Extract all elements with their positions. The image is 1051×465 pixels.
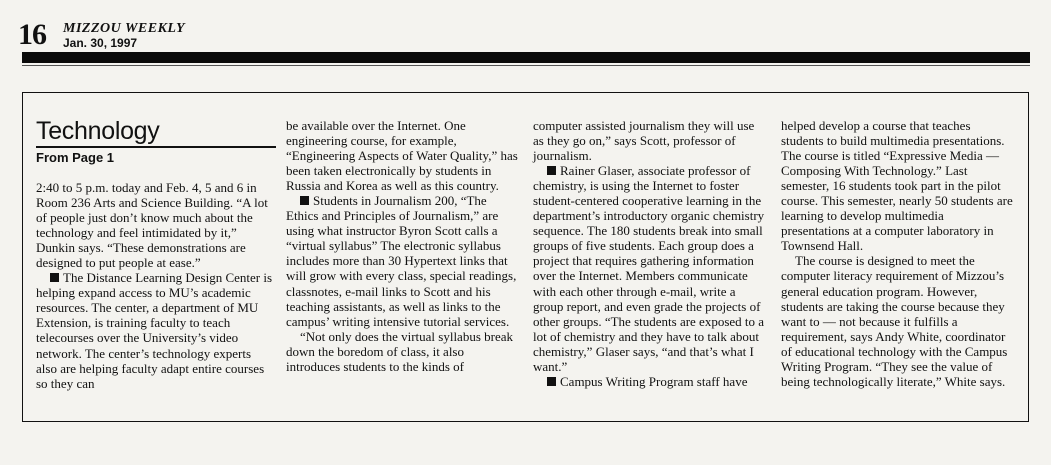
paragraph xyxy=(533,374,765,389)
paragraph-text: Campus Writing Program staff have xyxy=(560,373,748,389)
article-headline: Technology xyxy=(36,117,160,145)
paragraph: computer assisted journalism they will use as they go on,” says Scott, professor of journalism. xyxy=(533,118,755,164)
paragraph: helped develop a course that teaches students to build multimedia presentations. The course is titled “Expressive Media — Composing With Technology.” Last semester, 16 students took part in the pilot course. This semester, nearly 50 students are learning to develop multimedia presentations at a computer laboratory in Townsend Hall. xyxy=(781,118,1013,254)
headline-rule xyxy=(36,146,276,148)
article-column-3 xyxy=(533,118,765,389)
paragraph xyxy=(286,193,518,328)
header-rule xyxy=(22,52,1030,63)
paragraph xyxy=(533,163,765,374)
publication-name: MIZZOU WEEKLY xyxy=(63,21,186,36)
article-column-2 xyxy=(286,118,518,374)
article-column-1 xyxy=(36,180,272,391)
issue-date: Jan. 30, 1997 xyxy=(63,36,138,50)
paragraph xyxy=(36,270,272,390)
paragraph-text: Rainer Glaser, associate professor of chemistry, is using the Internet to foster student-centered cooperative learning in the department’s introductory organic chemistry sequence. The 180 students break into small groups of five students. Each group does a project that requires gathering information over the Internet. Members communicate with each other through e-mail, write a group report, and even grade the projects of other groups. “The students are exposed to a lot of chemistry and they have to talk about chemistry,” Glaser says, “and that’s what I want.” xyxy=(533,163,765,374)
paragraph: The course is designed to meet the computer literacy requirement of Mizzou’s general education program. However, students are taking the course because they want to — not because it fulfills a requirement, says Andy White, coordinator of educational technology with the Campus Writing Program. “They see the value of being technologically literate,” White says. xyxy=(781,253,1008,389)
continued-from: From Page 1 xyxy=(36,150,115,165)
paragraph: be available over the Internet. One engineering course, for example, “Engineering Aspects of Water Quality,” has been taken electronically by students in Russia and Korea as well as this country. xyxy=(286,118,518,194)
paragraph-text: Students in Journalism 200, “The Ethics and Principles of Journalism,” are using what instructor Byron Scott calls a “virtual syllabus” The electronic syllabus includes more than 30 Hypertext links that will grow with every class, special readings, classnotes, e-mail links to Scott and his teaching assistants, as well as links to the campus’ writing intensive tutorial services. xyxy=(286,193,517,329)
square-bullet-icon xyxy=(547,377,556,386)
header-rule-thin xyxy=(22,65,1030,66)
square-bullet-icon xyxy=(300,196,309,205)
square-bullet-icon xyxy=(547,166,556,175)
article-column-4 xyxy=(781,118,1015,389)
paragraph: 2:40 to 5 p.m. today and Feb. 4, 5 and 6 in Room 236 Arts and Science Building. “A lot of people just don’t know much about the technology and feel intimidated by it,” Dunkin says. “These demonstrations are designed to put people at ease.” xyxy=(36,180,268,271)
page-header xyxy=(0,0,1051,70)
page-number: 16 xyxy=(18,18,46,51)
square-bullet-icon xyxy=(50,273,59,282)
paragraph: “Not only does the virtual syllabus break down the boredom of class, it also introduces students to the kinds of xyxy=(286,328,514,374)
paragraph-text: The Distance Learning Design Center is helping expand access to MU’s academic resources. The center, a department of MU Extension, is training faculty to teach telecourses over the University’s video network. The center’s technology experts also are helping faculty adapt entire courses so they can xyxy=(36,270,273,391)
